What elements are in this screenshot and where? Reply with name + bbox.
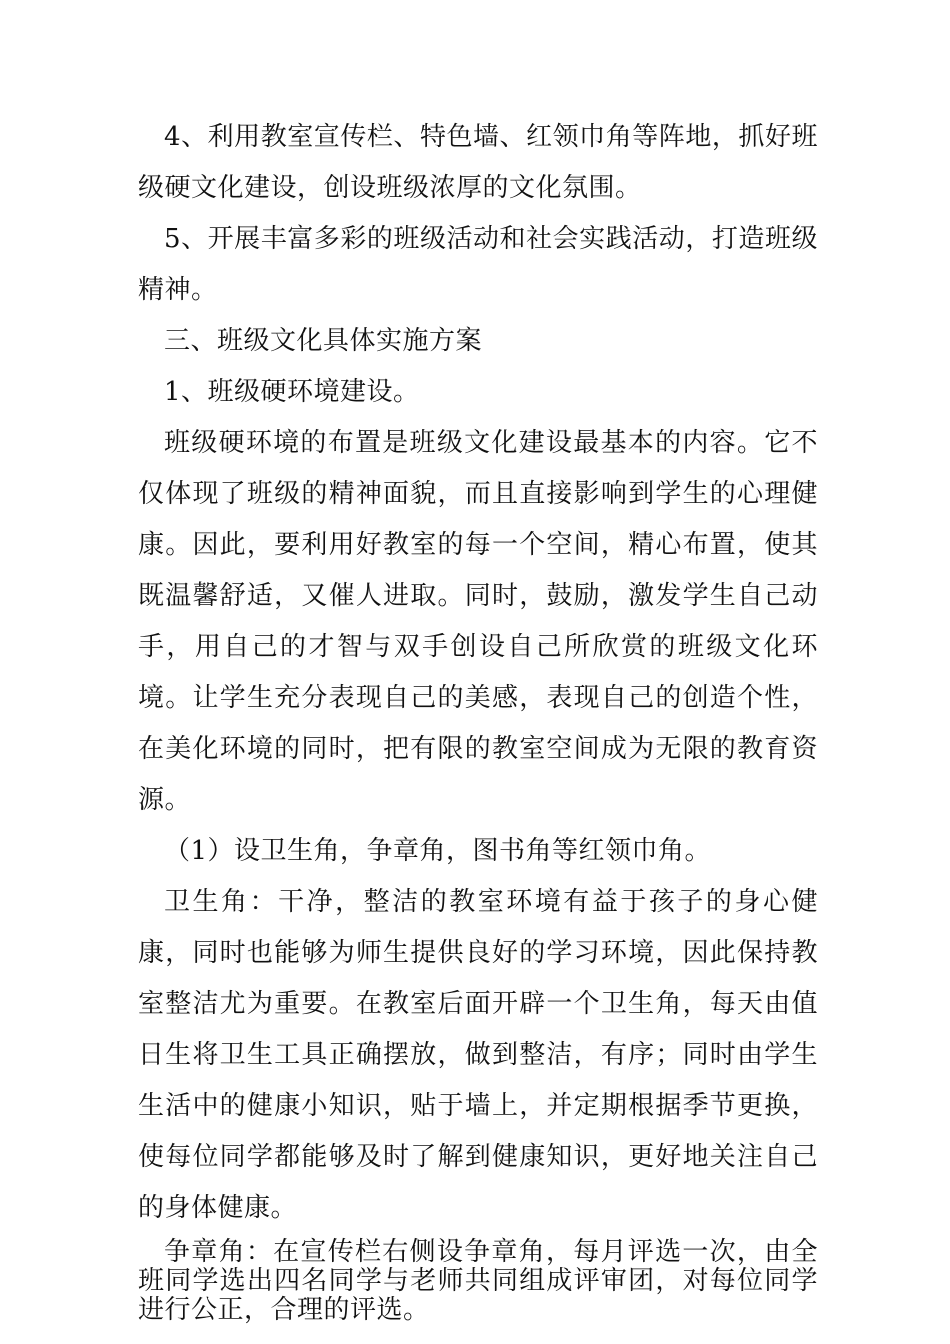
paragraph-item-5: 5、开展丰富多彩的班级活动和社会实践活动，打造班级精神。 <box>138 224 818 305</box>
subsection-heading-1: 1、班级硬环境建设。 <box>164 377 420 407</box>
subsection-heading-corners: （1）设卫生角，争章角，图书角等红领巾角。 <box>164 836 712 866</box>
document-body <box>138 112 818 1325</box>
paragraph-item-4: 4、利用教室宣传栏、特色墙、红领巾角等阵地，抓好班级硬文化建设，创设班级浓厚的文化氛围。 <box>138 122 818 203</box>
paragraph-hygiene-corner: 卫生角：干净，整洁的教室环境有益于孩子的身心健康，同时也能够为师生提供良好的学习环境，因此保持教室整洁尤为重要。在教室后面开辟一个卫生角，每天由值日生将卫生工具正确摆放，做到整洁，有序；同时由学生生活中的健康小知识，贴于墙上，并定期根据季节更换，使每位同学都能够及时了解到健康知识，更好地关注自己的身体健康。 <box>138 887 818 1223</box>
paragraph-hard-environment: 班级硬环境的布置是班级文化建设最基本的内容。它不仅体现了班级的精神面貌，而且直接影响到学生的心理健康。因此，要利用好教室的每一个空间，精心布置，使其既温馨舒适，又催人进取。同时，鼓励，激发学生自己动手，用自己的才智与双手创设自己所欣赏的班级文化环境。让学生充分表现自己的美感，表现自己的创造个性，在美化环境的同时，把有限的教室空间成为无限的教育资源。 <box>138 428 818 815</box>
paragraph-badge-corner: 争章角：在宣传栏右侧设争章角，每月评选一次，由全班同学选出四名同学与老师共同组成评审团，对每位同学进行公正，合理的评选。 <box>138 1237 818 1325</box>
section-heading-3: 三、班级文化具体实施方案 <box>164 326 483 356</box>
